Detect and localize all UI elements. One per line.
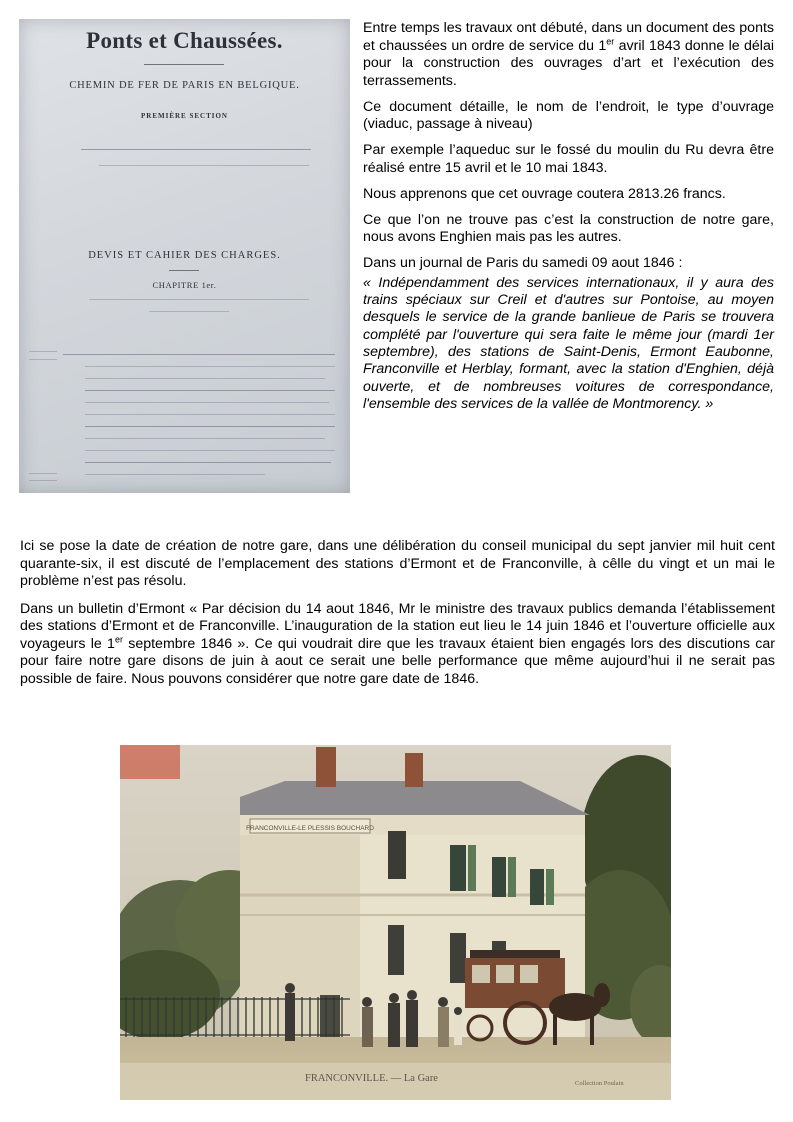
handwriting-line (85, 438, 325, 439)
document-photo-rule (169, 270, 199, 271)
handwriting-line (85, 402, 329, 403)
handwriting-line (85, 450, 335, 451)
handwriting-line (85, 378, 325, 379)
paragraph-cost: Nous apprenons que cet ouvrage coutera 2813.26 francs. (363, 185, 726, 202)
text-run: Entre temps les travaux ont débuté, dans un document des ponts et chaussées un ordre de service du 1 (363, 20, 774, 54)
postcard-caption: FRANCONVILLE. — La Gare (305, 1073, 438, 1084)
handwriting-line (85, 390, 335, 391)
handwriting-line (85, 474, 265, 475)
margin-note-line (29, 473, 57, 474)
station-sign: FRANCONVILLE-LE PLESSIS BOUCHARD (246, 825, 374, 832)
text-run: Dans un bulletin d’Ermont « Par décision du 14 aout 1846, Mr le ministre des travaux publics demanda l’établissement des stations d’Ermont et de Franconville. L’inauguration de la station eut lieu le 14 juin 1846 et l’ouverture officielle aux voyageurs le 1 (20, 600, 775, 652)
station-postcard (120, 745, 671, 1100)
document-photo-chapter: CHAPITRE 1er. (152, 280, 217, 290)
postcard-publisher: Collection Poulain (575, 1080, 624, 1087)
superscript: er (606, 35, 615, 46)
document-photo-heading: DEVIS ET CAHIER DES CHARGES. (88, 250, 281, 261)
postage-stamp (120, 745, 180, 779)
document-photo-rule (144, 64, 224, 65)
handwriting-line (63, 354, 335, 355)
superscript: er (114, 633, 123, 644)
paragraph-council-deliberation: Ici se pose la date de création de notre gare, dans une délibération du conseil municipal du sept janvier mil huit cent quarante-six, il est discuté de l’emplacement des stations d’Ermont et de Franconville, à cêlle du vingt et un mai le problème n’est pas résolu. (20, 538, 775, 589)
paragraph-ermont-bulletin (20, 601, 775, 689)
handwriting-line (99, 165, 309, 166)
text-run: avril 1843 donne le délai pour la construction des ouvrages d’art et l’exécution des terrassements. (363, 37, 774, 89)
right-column (363, 20, 774, 422)
handwriting-line (85, 366, 335, 367)
document-photo-section: PREMIÈRE SECTION (141, 112, 228, 120)
handwriting-line (85, 462, 331, 463)
paragraph-journal: Dans un journal de Paris du samedi 09 aout 1846 : (363, 255, 683, 271)
handwriting-line (85, 414, 335, 415)
text-run: septembre 1846 ». Ce qui voudrait dire que les travaux étaient bien engagés lors des discutions car pour faire notre gare disons de juin à aout ce serait une belle performance que même aujourd’hui il ne serait pas possible de faire. Nous pouvons considérer que notre gare date de 1846. (20, 635, 776, 687)
paragraph-service-order (363, 20, 774, 90)
margin-note-line (29, 359, 57, 360)
margin-note-line (29, 480, 57, 481)
handwriting-line (89, 299, 309, 300)
handwriting-line (85, 426, 335, 427)
document-photo-subtitle: CHEMIN DE FER DE PARIS EN BELGIQUE. (69, 80, 300, 91)
journal-quote: « Indépendamment des services internationaux, il y aura des trains spéciaux sur Creil et d'autres sur Pontoise, au moyen desquels le service de la grande banlieue de Paris se trouvera complété par l'ouverture qui sera faite le même jour (mardi 1er septembre), des stations de Saint-Denis, Ermont Eaubonne, Franconville et Herblay, formant, avec la station d'Enghien, déjà ouverte, et de nombreuses voitures de correspondance, l'ensemble des services de la vallée de Montmorency. » (363, 274, 774, 412)
paragraph-document-details: Ce document détaille, le nom de l’endroit, le type d’ouvrage (viaduc, passage à niveau) (363, 98, 774, 132)
handwriting-line (149, 311, 229, 312)
handwriting-line (81, 149, 311, 150)
postcard-illustration (120, 745, 671, 1100)
document-photo-title: Ponts et Chaussées. (86, 28, 283, 53)
margin-note-line (29, 351, 57, 352)
paragraph-missing-station: Ce que l’on ne trouve pas c’est la construction de notre gare, nous avons Enghien mais pas les autres. (363, 211, 774, 245)
body-text (20, 538, 775, 698)
document-photo (19, 19, 350, 493)
paragraph-aqueduct: Par exemple l’aqueduc sur le fossé du moulin du Ru devra être réalisé entre 15 avril et le 10 mai 1843. (363, 142, 774, 176)
